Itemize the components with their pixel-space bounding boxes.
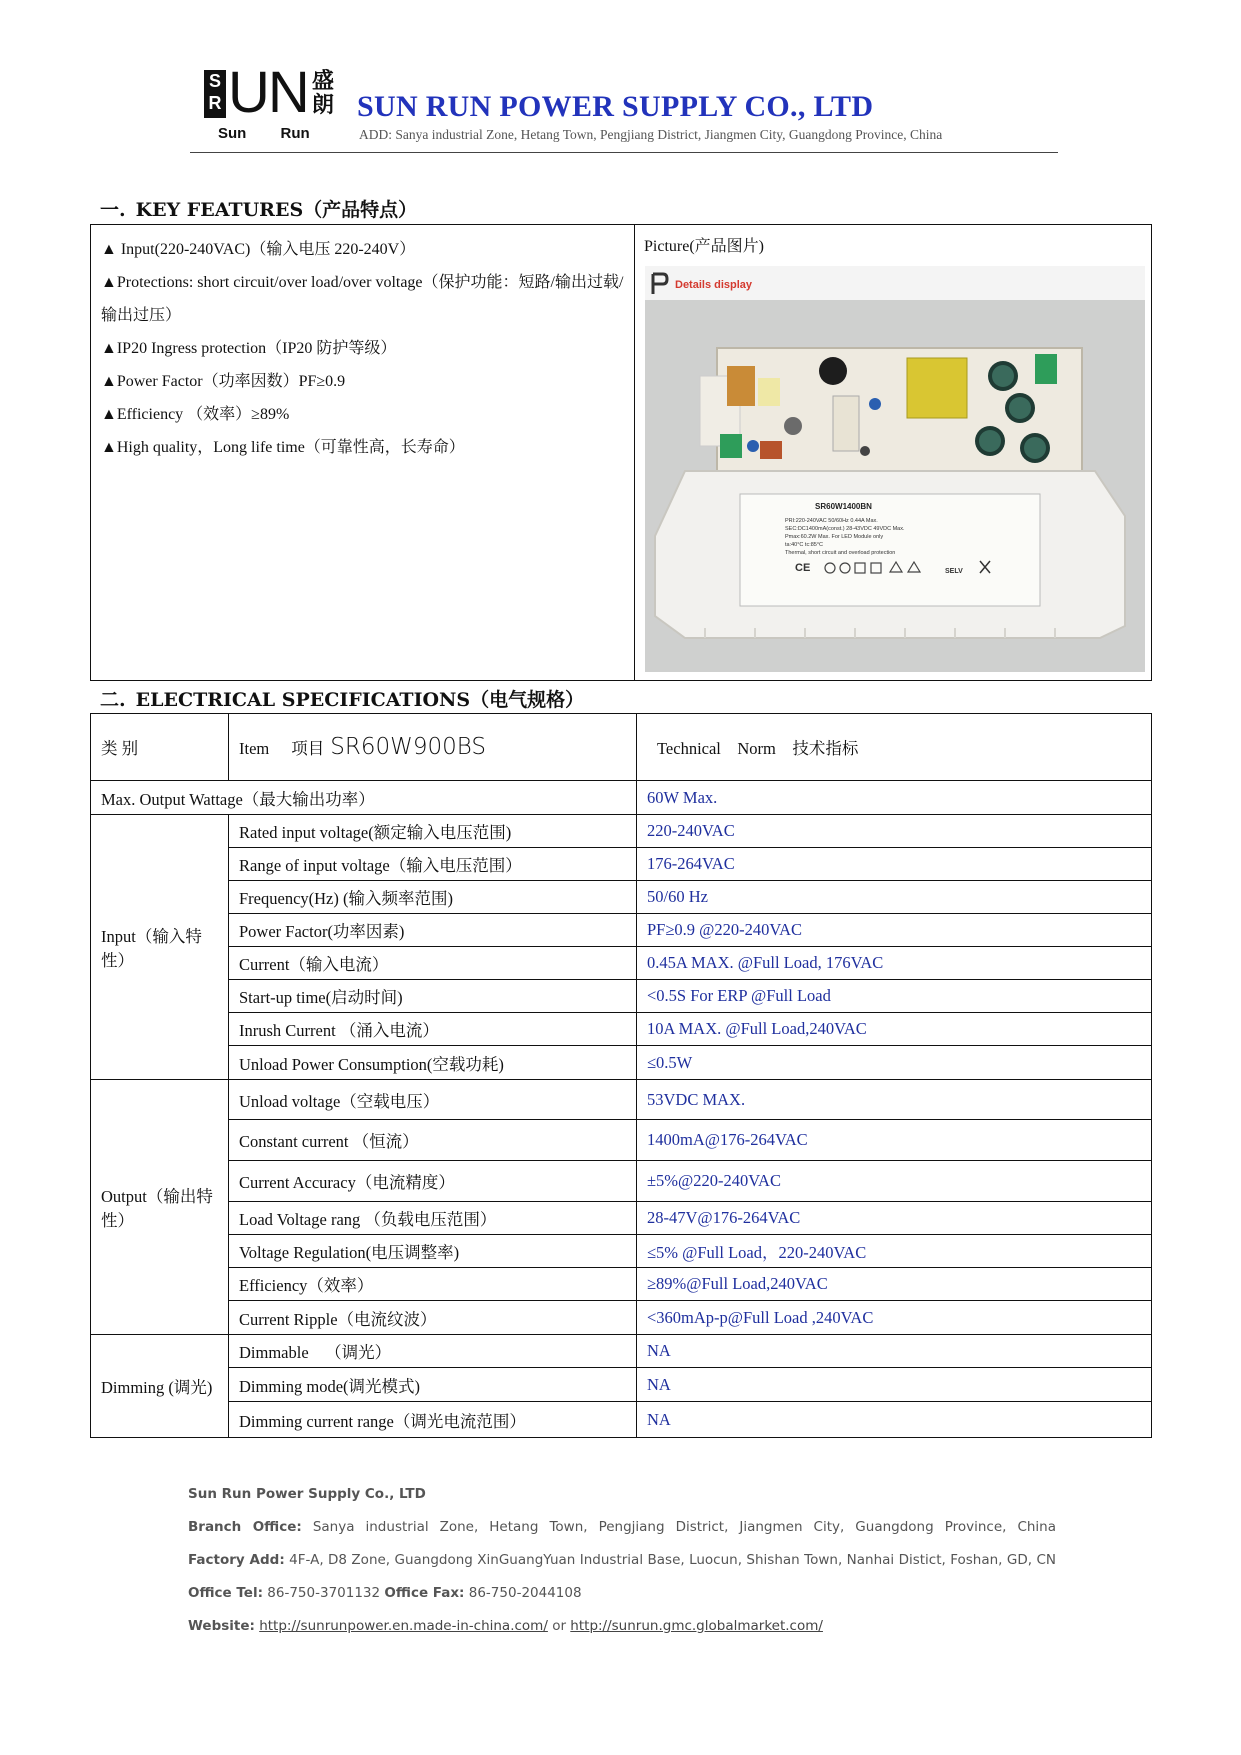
spec-item: Current Accuracy（电流精度） bbox=[229, 1161, 637, 1202]
table-row bbox=[91, 1120, 1152, 1161]
spec-value: 10A MAX. @Full Load,240VAC bbox=[637, 1013, 1152, 1046]
feature-item: ▲IP20 Ingress protection（IP20 防护等级） bbox=[101, 340, 397, 357]
footer-phone: Office Tel: 86-750-3701132 Office Fax: 86-750-2044108 bbox=[188, 1585, 582, 1601]
key-features-divider bbox=[634, 225, 635, 680]
spec-item: Start-up time(启动时间) bbox=[229, 980, 637, 1013]
website-link-2[interactable]: http://sunrun.gmc.globalmarket.com/ bbox=[570, 1618, 823, 1634]
header-divider bbox=[190, 152, 1058, 153]
spec-item: Max. Output Wattage（最大输出功率） bbox=[91, 781, 637, 815]
table-row bbox=[91, 1046, 1152, 1080]
footer bbox=[188, 1478, 1056, 1643]
table-row bbox=[91, 781, 1152, 815]
spec-item: Dimming current range（调光电流范围） bbox=[229, 1402, 637, 1438]
footer-factory: Factory Add: 4F-A, D8 Zone, Guangdong XinGuangYuan Industrial Base, Luocun, Shishan Town, Nanhai Distict, Foshan, GD, CN bbox=[188, 1552, 1056, 1568]
spec-item: Frequency(Hz) (输入频率范围) bbox=[229, 881, 637, 914]
feature-item: ▲Protections: short circuit/over load/over voltage（保护功能：短路/输出过载/输出过压） bbox=[101, 274, 624, 324]
spec-item: Voltage Regulation(电压调整率) bbox=[229, 1235, 637, 1268]
table-row bbox=[91, 914, 1152, 947]
table-header-row bbox=[91, 714, 1152, 781]
category-input: Input（输入特性） bbox=[91, 815, 229, 1080]
category-dimming: Dimming (调光) bbox=[91, 1335, 229, 1438]
label-line: Thermal, short circuit and overload protection bbox=[785, 550, 896, 556]
electrical-specs-title: 二. ELECTRICAL SPECIFICATIONS（电气规格） bbox=[100, 689, 585, 711]
feature-item: ▲Power Factor（功率因数）PF≥0.9 bbox=[101, 373, 346, 390]
header-item: Item 项目 SR60W900BS bbox=[229, 714, 637, 781]
spec-value: 60W Max. bbox=[637, 781, 1152, 815]
feature-item: ▲ Input(220-240VAC)（输入电压 220-240V） bbox=[101, 241, 416, 258]
spec-item: Rated input voltage(额定输入电压范围) bbox=[229, 815, 637, 848]
spec-item: Dimming mode(调光模式) bbox=[229, 1368, 637, 1402]
spec-value: ≤5% @Full Load，220-240VAC bbox=[637, 1235, 1152, 1268]
header-norm: Technical Norm 技术指标 bbox=[637, 714, 1152, 781]
feature-item: ▲Efficiency （效率）≥89% bbox=[101, 406, 290, 423]
table-row bbox=[91, 1235, 1152, 1268]
spec-value: <0.5S For ERP @Full Load bbox=[637, 980, 1152, 1013]
spec-table bbox=[90, 713, 1152, 1438]
table-row bbox=[91, 1080, 1152, 1120]
spec-value: ±5%@220-240VAC bbox=[637, 1161, 1152, 1202]
spec-value: 50/60 Hz bbox=[637, 881, 1152, 914]
spec-value: 1400mA@176-264VAC bbox=[637, 1120, 1152, 1161]
spec-item: Constant current （恒流） bbox=[229, 1120, 637, 1161]
table-row bbox=[91, 1335, 1152, 1368]
spec-value: 0.45A MAX. @Full Load, 176VAC bbox=[637, 947, 1152, 980]
table-row bbox=[91, 1161, 1152, 1202]
label-line: Pmax:60.2W Max. For LED Module only bbox=[785, 534, 884, 540]
header-category: 类 别 bbox=[91, 714, 229, 781]
spec-value: NA bbox=[637, 1402, 1152, 1438]
label-line: ta:40°C tc:85°C bbox=[785, 542, 824, 548]
ce-mark-text: CE bbox=[795, 562, 811, 574]
spec-item: Load Voltage rang （负载电压范围） bbox=[229, 1202, 637, 1235]
key-features-box bbox=[90, 224, 1152, 681]
spec-item: Range of input voltage（输入电压范围） bbox=[229, 848, 637, 881]
model-number: SR60W900BS bbox=[330, 734, 486, 760]
table-row bbox=[91, 980, 1152, 1013]
table-row bbox=[91, 1202, 1152, 1235]
logo-subtitle: Sun Run bbox=[218, 125, 310, 142]
spec-value: 220-240VAC bbox=[637, 815, 1152, 848]
spec-item: Unload Power Consumption(空载功耗) bbox=[229, 1046, 637, 1080]
key-features-title: 一. KEY FEATURES（产品特点） bbox=[100, 199, 418, 221]
product-photo bbox=[645, 266, 1145, 672]
table-row bbox=[91, 881, 1152, 914]
spec-item: Power Factor(功率因素) bbox=[229, 914, 637, 947]
spec-item: Current Ripple（电流纹波） bbox=[229, 1301, 637, 1335]
spec-value: NA bbox=[637, 1368, 1152, 1402]
logo-un-text: UN bbox=[228, 60, 308, 125]
spec-item: Inrush Current （涌入电流） bbox=[229, 1013, 637, 1046]
company-name: SUN RUN POWER SUPPLY CO., LTD bbox=[357, 90, 874, 123]
footer-website: Website: http://sunrunpower.en.made-in-china.com/ or http://sunrun.gmc.globalmarket.com/ bbox=[188, 1618, 823, 1634]
website-link-1[interactable]: http://sunrunpower.en.made-in-china.com/ bbox=[259, 1618, 548, 1634]
selv-text: SELV bbox=[945, 568, 963, 575]
spec-value: 176-264VAC bbox=[637, 848, 1152, 881]
table-row bbox=[91, 1268, 1152, 1301]
spec-item: Current（输入电流） bbox=[229, 947, 637, 980]
company-address: ADD: Sanya industrial Zone, Hetang Town, Pengjiang District, Jiangmen City, Guangdong Province, China bbox=[359, 127, 943, 142]
logo-chinese-text: 盛朗 bbox=[312, 69, 335, 118]
label-line: PRI:220-240VAC 50/60Hz 0.44A Max. bbox=[785, 518, 878, 524]
table-row bbox=[91, 1368, 1152, 1402]
key-features-list bbox=[101, 233, 626, 464]
table-row bbox=[91, 1013, 1152, 1046]
table-row bbox=[91, 947, 1152, 980]
spec-item: Dimmable （调光） bbox=[229, 1335, 637, 1368]
details-display-text: Details display bbox=[675, 279, 753, 291]
table-row bbox=[91, 848, 1152, 881]
label-line: SEC:DC1400mA(const.) 28-43VDC 49VDC Max. bbox=[785, 526, 905, 532]
spec-value: ≤0.5W bbox=[637, 1046, 1152, 1080]
table-row bbox=[91, 1301, 1152, 1335]
feature-item: ▲High quality，Long life time（可靠性高，长寿命） bbox=[101, 439, 465, 456]
category-output: Output（输出特性） bbox=[91, 1080, 229, 1335]
spec-value: NA bbox=[637, 1335, 1152, 1368]
spec-value: <360mAp-p@Full Load ,240VAC bbox=[637, 1301, 1152, 1335]
table-row bbox=[91, 1402, 1152, 1438]
company-logo bbox=[204, 60, 339, 142]
spec-value: PF≥0.9 @220-240VAC bbox=[637, 914, 1152, 947]
spec-value: 53VDC MAX. bbox=[637, 1080, 1152, 1120]
picture-label: Picture(产品图片) bbox=[644, 238, 764, 255]
spec-value: ≥89%@Full Load,240VAC bbox=[637, 1268, 1152, 1301]
spec-value: 28-47V@176-264VAC bbox=[637, 1202, 1152, 1235]
spec-item: Unload voltage（空载电压） bbox=[229, 1080, 637, 1120]
label-model-text: SR60W1400BN bbox=[815, 502, 872, 511]
table-row bbox=[91, 815, 1152, 848]
footer-branch: Branch Office: Sanya industrial Zone, Hetang Town, Pengjiang District, Jiangmen City, Guangdong Province, China bbox=[188, 1519, 1056, 1535]
logo-sr-block: S R bbox=[204, 70, 226, 118]
footer-company: Sun Run Power Supply Co., LTD bbox=[188, 1486, 426, 1502]
spec-item: Efficiency（效率） bbox=[229, 1268, 637, 1301]
